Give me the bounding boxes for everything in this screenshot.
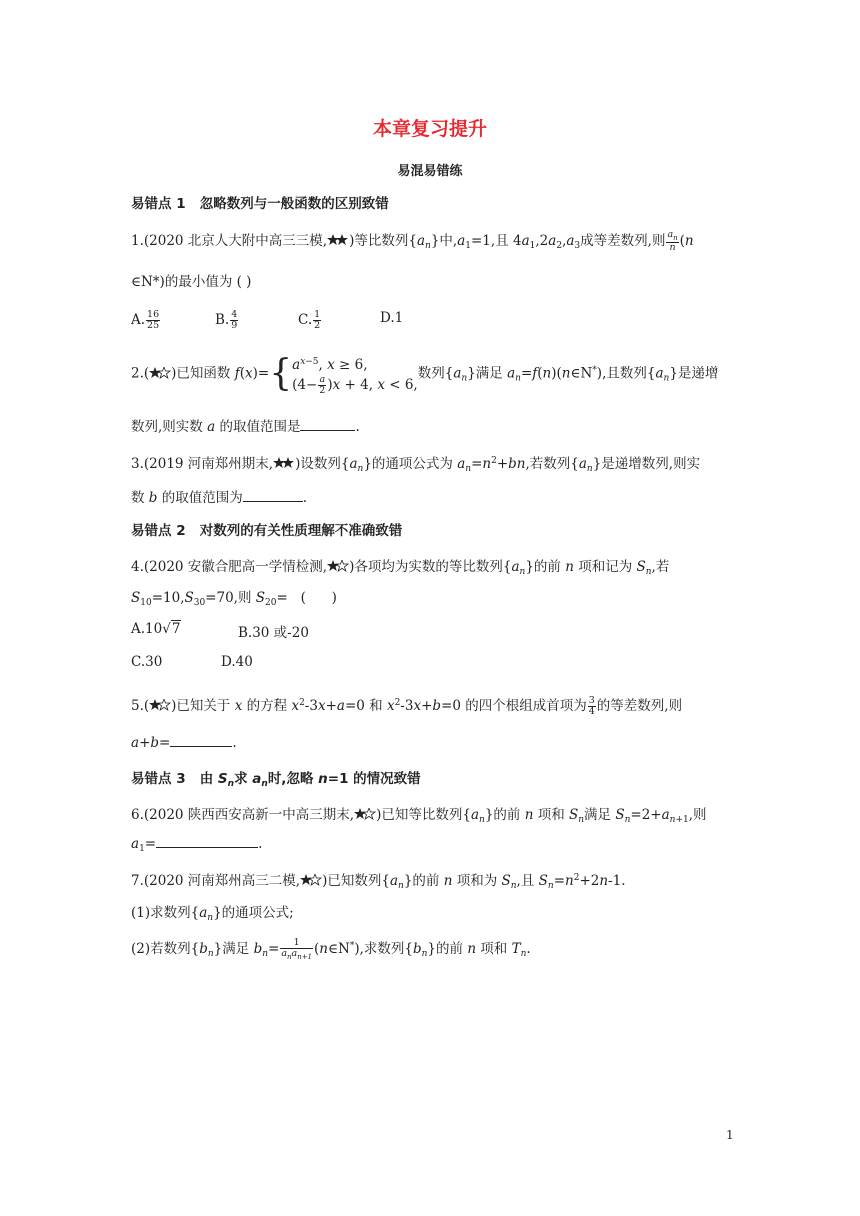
question-4-line-2: $S_{10}=10,S_{30}=70$,则 $S_{20}=$ ( ) [131,590,337,608]
answer-blank[interactable] [156,835,258,848]
question-7-line-1: 7.(2020 河南郑州高三二模, )已知数列$\{a_n\}$的前 n 项和为 $S_n$,且 $S_n=n^2+2n-1$. [131,873,626,891]
difficulty-star-icon [327,560,349,576]
page-number: 1 [726,1128,734,1142]
difficulty-star-icon [327,234,349,250]
difficulty-star-icon [149,699,171,715]
option-a: A. $\frac{16}{25}$ [131,309,160,331]
option-b: B. $\frac{4}{9}$ [215,309,238,331]
answer-blank[interactable] [170,734,232,747]
page-subtitle: 易混易错练 [397,164,463,179]
option-c: C. $\frac{1}{2}$ [298,309,321,331]
question-1-line-1: 1.(2020 北京人大附中高三三模, )等比数列$\{a_n\}$中$,a_1=1$,且 $4a_1,2a_2,a_3$成等差数列,则 $\frac{a_n}{n}$ (n [131,228,694,254]
question-3-line-2: 数 b 的取值范围为 . [131,490,308,506]
difficulty-star-icon [300,874,322,890]
question-4-line-1: 4.(2020 安徽合肥高一学情检测, )各项均为实数的等比数列$\{a_n\}$的前 n 项和记为 $S_n$,若 [131,559,670,577]
question-6-line-2: $a_1=$ . [131,836,263,854]
section-heading-2: 易错点 2 对数列的有关性质理解不准确致错 [131,523,403,539]
answer-blank[interactable] [300,418,355,431]
option-c: C.30 [131,654,163,670]
option-a: A.10√7 [131,621,181,637]
question-6-line-1: 6.(2020 陕西西安高新一中高三期末, )已知等比数列$\{a_n\}$的前 n 项和 $S_n$满足 $S_n=2+a_{n+1}$,则 [131,807,707,825]
question-7-part-2: (2)若数列$\{b_n\}$满足 $b_n=$ $\frac{1}{a_na_{n+1}}$ (n∈N*),求数列$\{b_n\}$的前 n 项和 $T_n$. [131,936,531,961]
difficulty-star-icon [273,457,295,473]
question-5-line-1: 5.( )已知关于 x 的方程 $x^2-3x+a=0$ 和 $x^2-3x+b=0$ 的四个根组成首项为 $\frac{3}{4}$ 的等差数列,则 [131,695,683,717]
question-1-line-2: ∈N*)的最小值为 ( ) [131,274,252,290]
question-7-part-1: (1)求数列$\{a_n\}$的通项公式; [131,905,294,923]
question-2-line-2: 数列,则实数 a 的取值范围是 . [131,419,360,435]
option-d: D.40 [221,654,253,670]
option-b: B.30 或-20 [238,625,309,641]
difficulty-star-icon [354,808,376,824]
question-3-line-1: 3.(2019 河南郑州期末, )设数列$\{a_n\}$的通项公式为 $a_n=n^2+bn$,若数列$\{a_n\}$是递增数列,则实 [131,456,701,474]
page-title: 本章复习提升 [372,118,487,140]
section-heading-3: 易错点 3 由 $S_n$求 $a_n$时,忽略 n=1 的情况致错 [131,771,421,789]
option-d: D.1 [380,310,404,326]
question-2-line-1: 2.( )已知函数 f(x)={ $a^{x-5}$, x ≥ 6, (4− $\frac{a}{2}$ )x + 4, x < 6, 数列$\{a_n\}$满足 $a_n=f(n)(n\in N^*)$,且数列$\{a_n\}$是递增 [131,353,719,396]
answer-blank[interactable] [243,489,303,502]
question-5-line-2: a+b= . [131,735,237,751]
difficulty-star-icon [149,367,171,383]
section-heading-1: 易错点 1 忽略数列与一般函数的区别致错 [131,196,389,212]
